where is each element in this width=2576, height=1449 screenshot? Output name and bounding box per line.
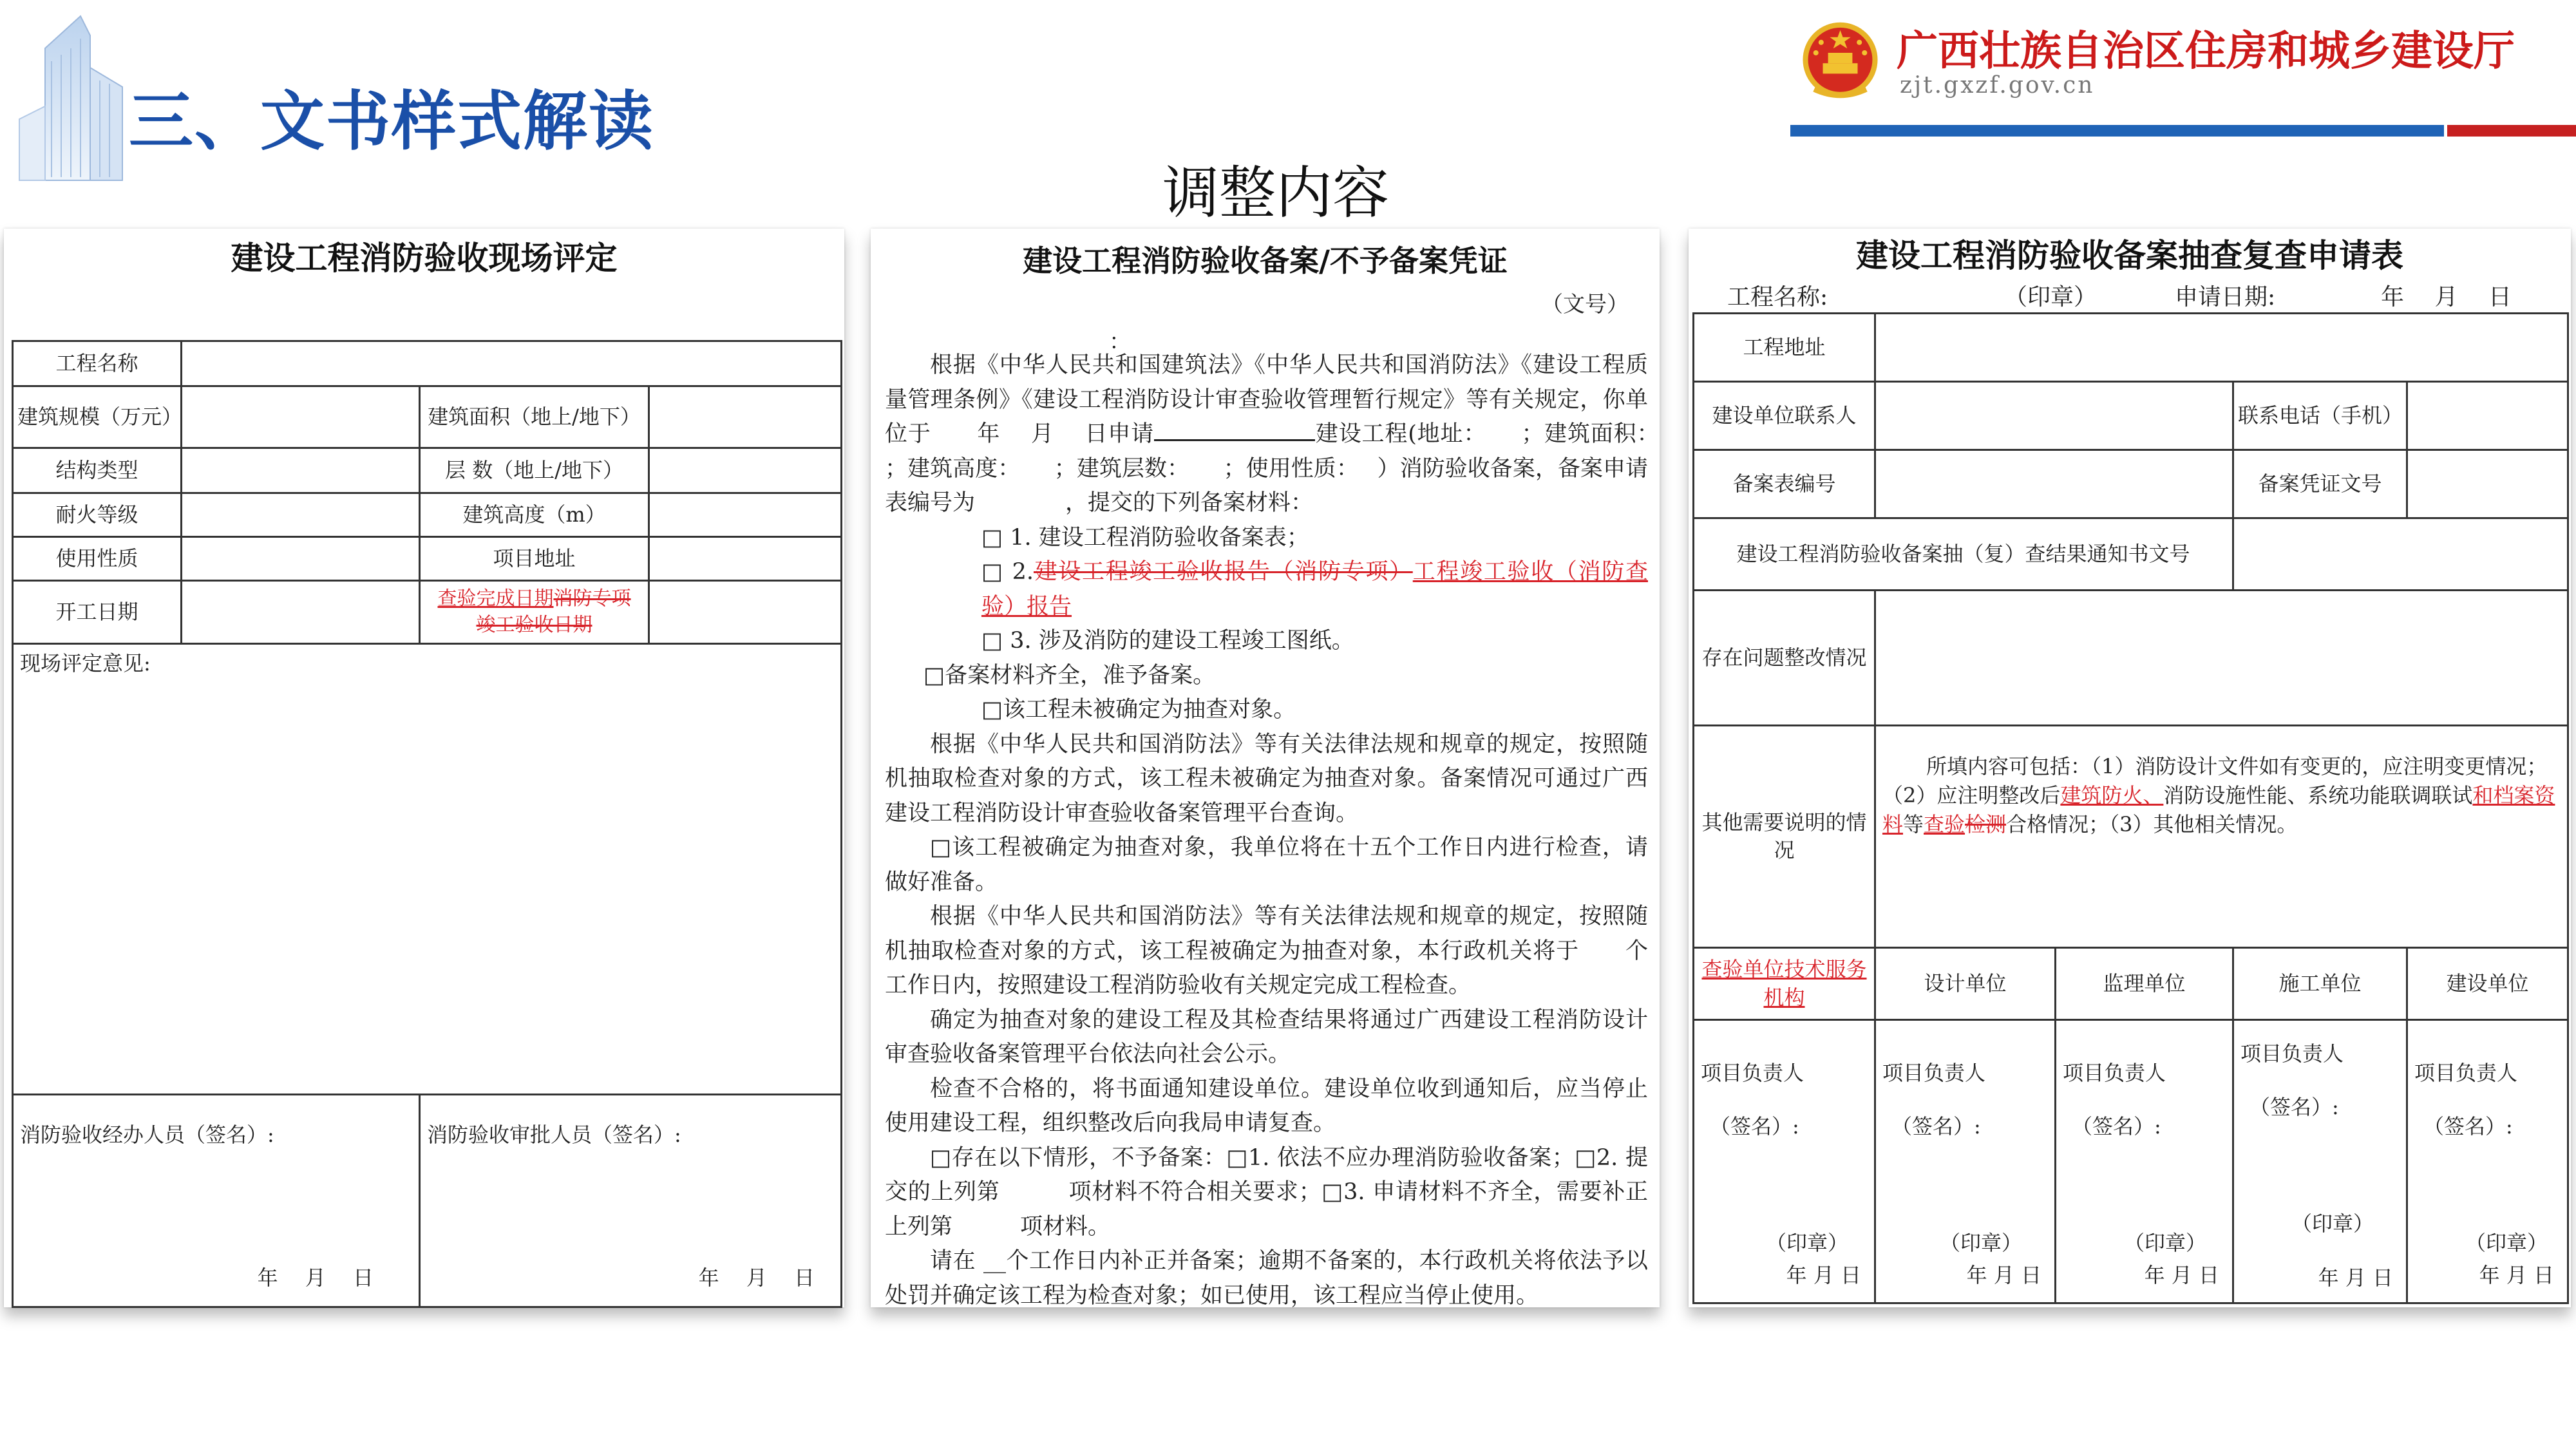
seal-label: （印章） (2465, 1230, 2548, 1255)
field-value[interactable] (182, 386, 420, 448)
inserted-text: 工程竣工验收（消防查验）报告 (981, 559, 1648, 620)
body-text: 检查不合格的，将书面通知建设单位。建设单位收到通知后，应当停止使用建设工程，组织整改后向我局申请复查。 (885, 1075, 1648, 1136)
form-site-evaluation (4, 229, 844, 1307)
item-prefix: □ 2. (981, 559, 1034, 585)
table-row (13, 644, 842, 1095)
date-label: 年 月 日 (2479, 1262, 2554, 1287)
table-row (13, 341, 842, 386)
sign-label: （签名）: (2423, 1114, 2513, 1139)
apply-date-label: 申请日期: (2175, 284, 2276, 310)
field-value[interactable] (1875, 450, 2233, 518)
signature-field[interactable] (2056, 1020, 2233, 1303)
org-url: zjt.gxzf.gov.cn (1900, 72, 2095, 99)
material-item: □ 3. 涉及消防的建设工程竣工图纸。 (981, 628, 1354, 654)
unit-label: 建设单位 (2407, 948, 2568, 1020)
signature-field[interactable] (420, 1095, 842, 1307)
field-value[interactable] (1875, 591, 2568, 726)
inserted-text: 查验 (1924, 812, 1965, 837)
field-value[interactable] (182, 448, 420, 493)
field-value[interactable] (182, 493, 420, 537)
deleted-text: 检测 (1965, 812, 2007, 837)
field-value[interactable] (2407, 450, 2568, 518)
table-row (13, 386, 842, 448)
sign-label: （签名）: (2072, 1114, 2161, 1139)
person-label: 项目负责人 (1701, 1061, 1804, 1085)
form-acceptance-filing-certificate (871, 229, 1678, 1309)
notes-text: 所填内容可包括：（1）消防设计文件如有变更的，应注明变更情况；（2）应注明整改后 (1882, 754, 2548, 808)
date-label: 年 月 日 (257, 1265, 374, 1290)
inserted-text: 和档案资料 (1882, 783, 2555, 837)
field-label: 结构类型 (13, 448, 182, 493)
seal-label: （印章） (2004, 284, 2098, 310)
signature-field[interactable] (2233, 1020, 2407, 1303)
date-label: 年 月 日 (1966, 1262, 2041, 1287)
sign-label: （签名）: (1710, 1114, 1799, 1139)
unit-label: 监理单位 (2056, 948, 2233, 1020)
body-text: 根据《中华人民共和国消防法》等有关法律法规和规章的规定，按照随机抽取检查对象的方式，该工程未被确定为抽查对象。备案情况可通过广西建设工程消防设计审查验收备案管理平台查询。 (885, 731, 1648, 826)
body-text: 根据《中华人民共和国建筑法》《中华人民共和国消防法》《建设工程质量管理条例》《建设工程消防设计审查验收管理暂行规定》等有关规定，你单位于 年 月 日申请 (885, 352, 1648, 447)
deleted-text: 建设工程竣工验收报告（消防专项） (1033, 559, 1413, 585)
field-label: 其他需要说明的情况 (1694, 726, 1875, 948)
header-divider-red (2447, 125, 2576, 137)
form-spot-check-recheck-application (1689, 229, 2571, 1307)
field-value[interactable] (649, 386, 842, 448)
field-label: 建设工程消防验收备案抽（复）查结果通知书文号 (1694, 518, 2233, 591)
not-selected-option[interactable]: □该工程未被确定为抽查对象。 (981, 697, 1296, 723)
apply-date-value: 年 月 日 (2381, 284, 2512, 310)
revised-text: 查验单位技术服务机构 (1701, 957, 1867, 1010)
slide-title: 三、文书样式解读 (129, 84, 654, 159)
seal-label: （印章） (1939, 1230, 2022, 1255)
table-row (13, 581, 842, 644)
field-label: 建设单位联系人 (1694, 382, 1875, 450)
body-text: 建设工程(地址： ；建筑面积： ；建筑高度： ；建筑层数： ；使用性质： ）消防验收备案，备案申请表编号为 ，提交的下列备案材料： (885, 421, 1678, 516)
form-title: 建设工程消防验收备案/不予备案凭证 (1023, 243, 1508, 278)
field-label: 联系电话（手机） (2233, 382, 2407, 450)
field-label: 工程名称 (13, 341, 182, 386)
certificate-body (885, 348, 1678, 1313)
approve-option[interactable]: □备案材料齐全，准予备案。 (923, 662, 1216, 688)
slide-subtitle: 调整内容 (1162, 160, 1390, 226)
signature-field[interactable] (13, 1095, 420, 1307)
org-name: 广西壮族自治区住房和城乡建设厅 (1897, 28, 2515, 75)
selected-option[interactable]: □该工程被确定为抽查对象，我单位将在十五个工作日内进行检查，请做好准备。 (885, 835, 1648, 895)
field-value[interactable] (649, 448, 842, 493)
field-label: 存在问题整改情况 (1694, 591, 1875, 726)
sign-label: （签名）: (2249, 1095, 2339, 1120)
field-label: 建筑规模（万元） (13, 386, 182, 448)
opinion-label: 现场评定意见: (20, 651, 151, 676)
material-item-revised (885, 555, 1648, 624)
person-label: 项目负责人 (2414, 1061, 2518, 1085)
deleted-text: 消防专项 (553, 587, 631, 610)
approver-label: 消防验收审批人员（签名）: (427, 1122, 681, 1147)
date-label: 年 月 日 (2144, 1262, 2219, 1287)
person-label: 项目负责人 (1882, 1061, 1986, 1085)
notes-text: 消防设施性能、系统功能联调联试 (2163, 783, 2473, 808)
national-emblem-icon (1797, 18, 1884, 105)
field-label: 项目地址 (420, 537, 649, 581)
building-icon (19, 10, 142, 180)
date-label: 年 月 日 (2318, 1265, 2393, 1290)
field-value[interactable] (2407, 382, 2568, 450)
recipient-colon: ： (1109, 329, 1131, 355)
field-label: 建筑面积（地上/地下） (420, 386, 649, 448)
notes-text: 等 (1903, 812, 1924, 837)
field-label: 使用性质 (13, 537, 182, 581)
opinion-field[interactable] (13, 644, 842, 1095)
signer-label: 消防验收经办人员（签名）: (20, 1122, 274, 1147)
field-value[interactable] (1875, 314, 2568, 382)
project-name-blank[interactable] (1154, 420, 1315, 441)
signature-field[interactable] (1875, 1020, 2056, 1303)
other-notes-field[interactable] (1875, 726, 2568, 948)
form-title: 建设工程消防验收现场评定 (231, 239, 618, 277)
deleted-text: 竣工验收日期 (476, 613, 592, 636)
field-value[interactable] (1875, 382, 2233, 450)
recheck-table (1692, 312, 2569, 1304)
field-label: 耐火等级 (13, 493, 182, 537)
field-label: 建筑高度（m） (420, 493, 649, 537)
table-row (1694, 518, 2568, 591)
table-row (13, 448, 842, 493)
body-text: 根据《中华人民共和国消防法》等有关法律法规和规章的规定，按照随机抽取检查对象的方式，该工程被确定为抽查对象，本行政机关将于 个工作日内，按照建设工程消防验收有关规定完成工程检查。 (885, 904, 1648, 998)
doc-number: （文号） (1541, 292, 1629, 317)
table-row (1694, 1020, 2568, 1303)
field-value[interactable] (649, 537, 842, 581)
table-row (13, 493, 842, 537)
field-value[interactable] (649, 493, 842, 537)
inserted-text: 建筑防火、 (2060, 783, 2164, 808)
table-row (13, 537, 842, 581)
notes-text: 合格情况；（3）其他相关情况。 (2006, 812, 2298, 837)
unit-label: 施工单位 (2233, 948, 2407, 1020)
unit-label: 设计单位 (1875, 948, 2056, 1020)
field-value[interactable] (182, 581, 420, 644)
table-row (13, 1095, 842, 1307)
body-text: 请在 __个工作日内补正并备案；逾期不备案的，本行政机关将依法予以处罚并确定该工程为检查对象；如已使用，该工程应当停止使用。 (885, 1248, 1648, 1309)
unit-label-revised (1694, 948, 1875, 1020)
field-label-revised (420, 581, 649, 644)
table-row (1694, 726, 2568, 948)
field-value[interactable] (182, 341, 842, 386)
field-value[interactable] (649, 581, 842, 644)
material-item: □ 1. 建设工程消防验收备案表； (981, 524, 1309, 551)
signature-field[interactable] (1694, 1020, 1875, 1303)
table-row (1694, 382, 2568, 450)
field-label: 工程地址 (1694, 314, 1875, 382)
table-row (1694, 591, 2568, 726)
body-text: 确定为抽查对象的建设工程及其检查结果将通过广西建设工程消防设计审查验收备案管理平台依法向社会公示。 (885, 1007, 1648, 1067)
seal-label: （印章） (1765, 1230, 1848, 1255)
field-label: 层 数（地上/地下） (420, 448, 649, 493)
table-row (1694, 450, 2568, 518)
date-label: 年 月 日 (698, 1265, 815, 1290)
field-value[interactable] (2233, 518, 2568, 591)
reject-option[interactable]: □存在以下情形，不予备案：□1. 依法不应办理消防验收备案；□2. 提交的上列第 项材料不符合相关要求；□3. 申请材料不齐全，需要补正上列第 项材料。 (885, 1144, 1648, 1240)
table-row (1694, 948, 2568, 1020)
form-title: 建设工程消防验收备案抽查复查申请表 (1856, 236, 2403, 274)
field-label: 开工日期 (13, 581, 182, 644)
date-label: 年 月 日 (1786, 1262, 1861, 1287)
site-evaluation-table (12, 340, 842, 1308)
header-divider-blue (1790, 125, 2444, 137)
seal-label: （印章） (2123, 1230, 2206, 1255)
person-label: 项目负责人 (2063, 1061, 2166, 1085)
sign-label: （签名）: (1891, 1114, 1981, 1139)
inserted-text: 查验完成日期 (437, 587, 554, 610)
project-name-label: 工程名称: (1727, 284, 1828, 310)
person-label: 项目负责人 (2240, 1041, 2344, 1066)
seal-label: （印章） (2291, 1211, 2374, 1236)
field-label: 备案凭证文号 (2233, 450, 2407, 518)
field-label: 备案表编号 (1694, 450, 1875, 518)
table-row (1694, 314, 2568, 382)
field-value[interactable] (182, 537, 420, 581)
signature-field[interactable] (2407, 1020, 2568, 1303)
